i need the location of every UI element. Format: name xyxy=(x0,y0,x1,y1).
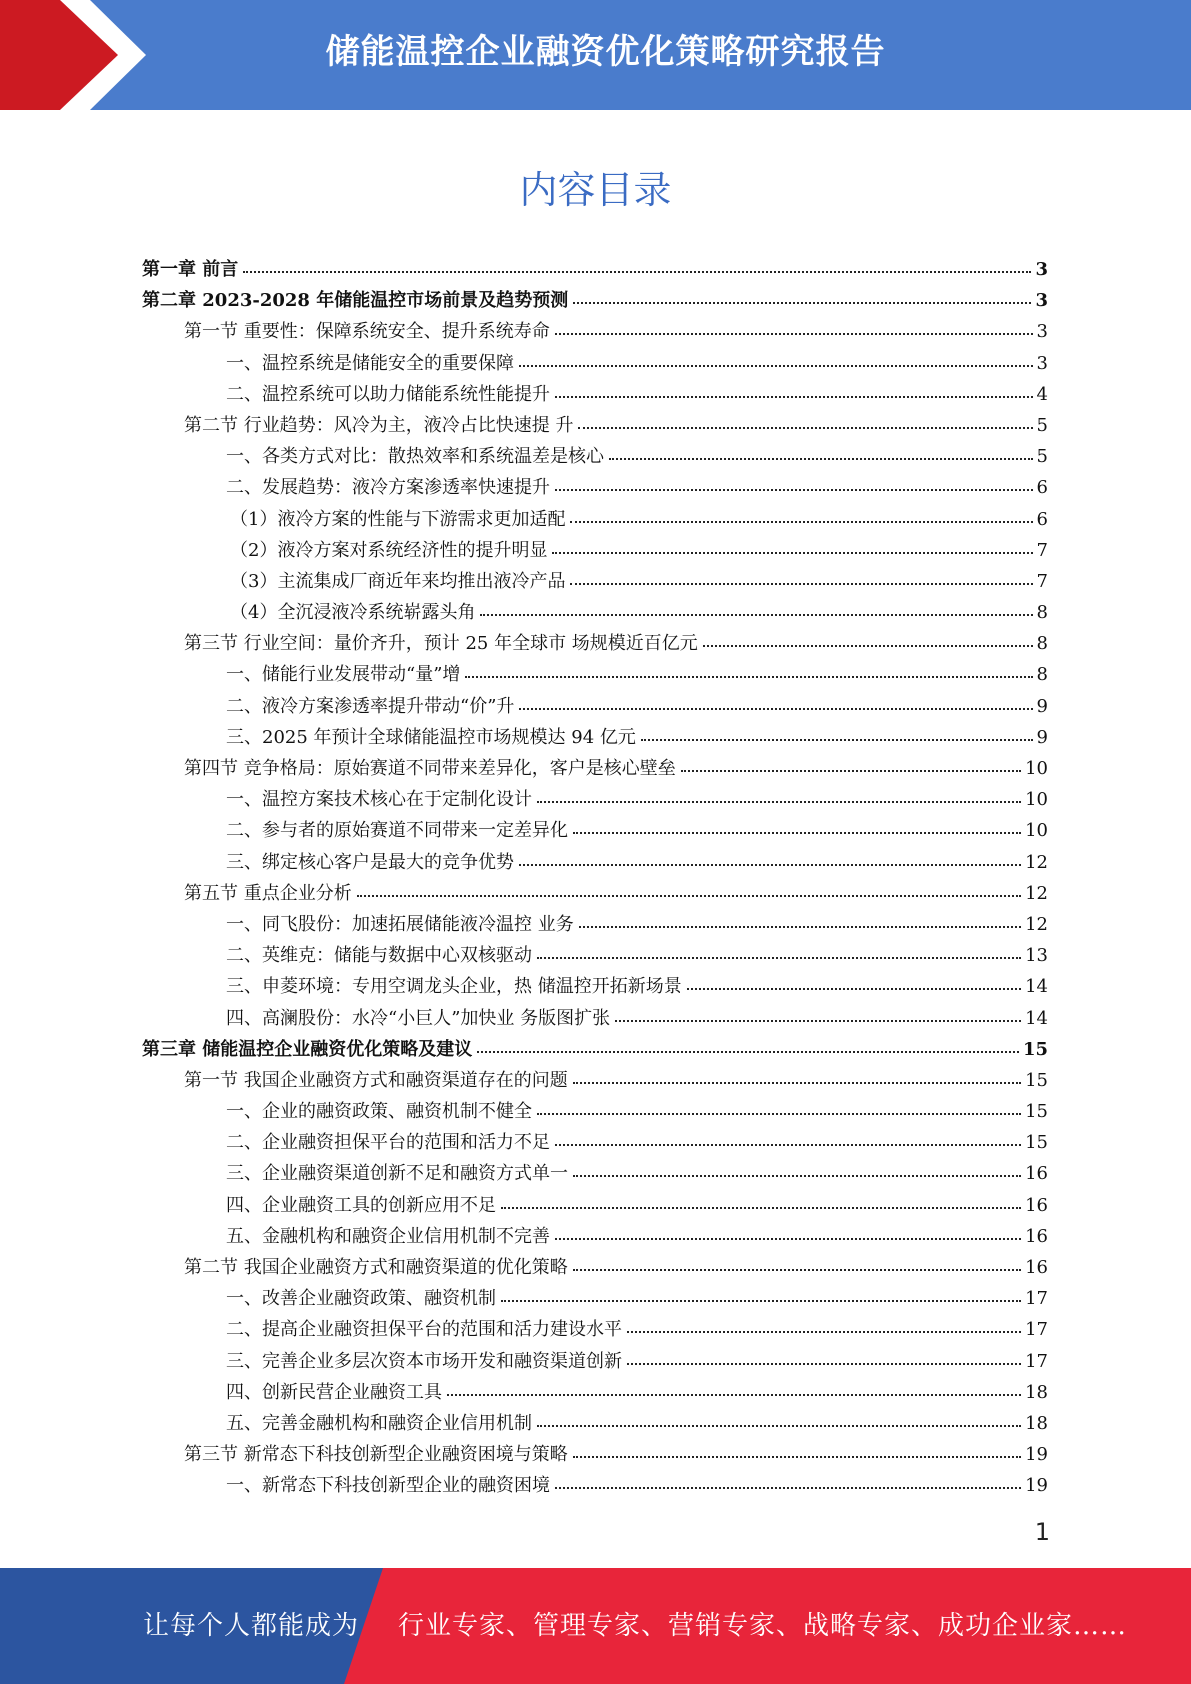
toc-section-entry[interactable] xyxy=(142,1065,1048,1096)
toc-subsection-entry[interactable] xyxy=(142,472,1048,503)
toc-dot-leader xyxy=(573,1452,1021,1458)
toc-entry-title: 一、各类方式对比：散热效率和系统温差是核心 xyxy=(226,446,604,468)
toc-dot-leader xyxy=(573,1078,1021,1084)
toc-dot-leader xyxy=(480,610,1032,616)
toc-entry-page: 19 xyxy=(1025,1444,1048,1466)
toc-entry-title: 二、发展趋势：液冷方案渗透率快速提升 xyxy=(226,477,550,499)
toc-entry-page: 16 xyxy=(1025,1225,1048,1247)
toc-subsection-entry[interactable] xyxy=(142,1408,1048,1439)
toc-dot-leader xyxy=(447,1390,1021,1396)
toc-entry-page: 18 xyxy=(1025,1381,1048,1403)
toc-dot-leader xyxy=(681,766,1021,772)
toc-entry-title: （4）全沉浸液冷系统崭露头角 xyxy=(230,602,476,624)
toc-dot-leader xyxy=(570,579,1032,585)
footer-slogan-left: 让每个人都能成为 xyxy=(143,1611,360,1641)
toc-dot-leader xyxy=(243,267,1031,273)
toc-subsection-entry[interactable] xyxy=(142,1314,1048,1345)
toc-entry-title: 第三章 储能温控企业融资优化策略及建议 xyxy=(142,1038,473,1060)
toc-section-entry[interactable] xyxy=(142,316,1048,347)
toc-subsection-entry[interactable] xyxy=(142,1127,1048,1158)
toc-entry-title: 一、企业的融资政策、融资机制不健全 xyxy=(226,1101,532,1123)
page-footer-banner xyxy=(0,1568,1191,1684)
toc-entry-page: 4 xyxy=(1036,383,1048,405)
toc-entry-page: 16 xyxy=(1025,1194,1048,1216)
toc-entry-page: 17 xyxy=(1025,1319,1048,1341)
toc-chapter-entry[interactable] xyxy=(142,254,1048,285)
toc-dot-leader xyxy=(555,329,1033,335)
toc-entry-page: 12 xyxy=(1025,851,1048,873)
toc-entry-title: 三、完善企业多层次资本市场开发和融资渠道创新 xyxy=(226,1350,622,1372)
toc-entry-page: 10 xyxy=(1025,820,1048,842)
toc-entry-page: 6 xyxy=(1036,508,1048,530)
toc-dot-leader xyxy=(555,485,1033,491)
toc-entry-title: 一、温控方案技术核心在于定制化设计 xyxy=(226,789,532,811)
toc-dot-leader xyxy=(555,1483,1021,1489)
toc-entry-title: 第二章 2023-2028 年储能温控市场前景及趋势预测 xyxy=(142,290,569,312)
toc-dot-leader xyxy=(555,1140,1021,1146)
toc-entry-title: 一、储能行业发展带动“量”增 xyxy=(226,664,461,686)
toc-entry-title: 三、申菱环境：专用空调龙头企业，热 储温控开拓新场景 xyxy=(226,976,682,998)
toc-dot-leader xyxy=(570,517,1032,523)
toc-subsection-entry[interactable] xyxy=(142,1003,1048,1034)
page-number: 1 xyxy=(1034,1518,1050,1546)
toc-entry-title: 第四节 竞争格局：原始赛道不同带来差异化，客户是核心壁垒 xyxy=(184,758,676,779)
toc-subsection-entry[interactable] xyxy=(142,815,1048,846)
toc-subsection-entry[interactable] xyxy=(142,1377,1048,1408)
toc-entry-page: 12 xyxy=(1025,913,1048,935)
toc-dot-leader xyxy=(537,1421,1021,1427)
toc-entry-title: 一、同飞股份：加速拓展储能液冷温控 业务 xyxy=(226,913,574,935)
document-title: 储能温控企业融资优化策略研究报告 xyxy=(325,32,886,72)
page-header-banner xyxy=(0,0,1191,110)
toc-heading: 内容目录 xyxy=(519,168,672,212)
toc-entry-page: 3 xyxy=(1035,290,1048,312)
toc-dot-leader xyxy=(579,922,1021,928)
toc-dot-leader xyxy=(615,1016,1021,1022)
table-of-contents xyxy=(142,254,1048,1502)
toc-subsection-entry[interactable] xyxy=(142,1346,1048,1377)
toc-entry-title: 第三节 新常态下科技创新型企业融资困境与策略 xyxy=(184,1444,568,1466)
toc-entry-page: 15 xyxy=(1025,1101,1048,1123)
toc-dot-leader xyxy=(465,672,1032,678)
toc-dot-leader xyxy=(519,361,1033,367)
toc-section-entry[interactable] xyxy=(142,878,1048,909)
toc-dot-leader xyxy=(537,797,1021,803)
toc-section-entry[interactable] xyxy=(142,753,1048,784)
toc-entry-page: 8 xyxy=(1036,633,1048,655)
toc-entry-title: 三、企业融资渠道创新不足和融资方式单一 xyxy=(226,1163,568,1185)
toc-dot-leader xyxy=(573,1265,1021,1271)
toc-entry-page: 16 xyxy=(1025,1257,1048,1278)
toc-entry-title: 一、新常态下科技创新型企业的融资困境 xyxy=(226,1475,550,1497)
toc-entry-title: 二、企业融资担保平台的范围和活力不足 xyxy=(226,1132,550,1154)
toc-dot-leader xyxy=(627,1327,1021,1333)
toc-entry-title: 二、温控系统可以助力储能系统性能提升 xyxy=(226,383,550,405)
toc-entry-page: 3 xyxy=(1035,259,1048,280)
toc-dot-leader xyxy=(501,1203,1021,1209)
toc-entry-title: 第一节 重要性：保障系统安全、提升系统寿命 xyxy=(184,321,550,343)
toc-dot-leader xyxy=(609,454,1033,460)
toc-chapter-entry[interactable] xyxy=(142,1034,1048,1065)
toc-entry-title: 五、金融机构和融资企业信用机制不完善 xyxy=(226,1225,550,1247)
toc-entry-title: 四、高澜股份：水冷“小巨人”加快业 务版图扩张 xyxy=(226,1007,611,1029)
toc-dot-leader xyxy=(537,953,1021,959)
toc-entry-title: 一、改善企业融资政策、融资机制 xyxy=(226,1288,496,1310)
toc-entry-page: 9 xyxy=(1036,695,1048,717)
toc-subsection-entry[interactable] xyxy=(142,379,1048,410)
toc-subsection-entry[interactable] xyxy=(142,659,1048,690)
toc-subsection-entry[interactable] xyxy=(142,971,1048,1002)
toc-entry-title: 第五节 重点企业分析 xyxy=(184,882,352,904)
toc-entry-page: 3 xyxy=(1036,352,1048,374)
toc-entry-page: 14 xyxy=(1025,976,1048,998)
toc-chapter-entry[interactable] xyxy=(142,285,1048,316)
toc-dot-leader xyxy=(627,1359,1021,1365)
toc-dot-leader xyxy=(573,1171,1021,1177)
toc-entry-title: 三、绑定核心客户是最大的竞争优势 xyxy=(226,851,514,873)
toc-entry-title: 四、企业融资工具的创新应用不足 xyxy=(226,1194,496,1216)
toc-entry-page: 8 xyxy=(1036,664,1048,686)
toc-dot-leader xyxy=(573,298,1031,304)
toc-entry-title: 一、温控系统是储能安全的重要保障 xyxy=(226,352,514,374)
toc-entry-page: 9 xyxy=(1036,726,1048,748)
toc-entry-title: 第一章 前言 xyxy=(142,259,239,280)
toc-entry-title: 三、2025 年预计全球储能温控市场规模达 94 亿元 xyxy=(226,726,636,748)
toc-entry-page: 15 xyxy=(1022,1038,1048,1060)
toc-entry-page: 3 xyxy=(1036,321,1048,343)
toc-dot-leader xyxy=(703,641,1033,647)
toc-entry-page: 7 xyxy=(1036,539,1048,561)
toc-subsection-entry[interactable] xyxy=(142,784,1048,815)
toc-entry-page: 5 xyxy=(1036,414,1048,436)
toc-entry-title: （1）液冷方案的性能与下游需求更加适配 xyxy=(230,508,566,530)
toc-entry-title: 第三节 行业空间：量价齐升，预计 25 年全球市 场规模近百亿元 xyxy=(184,633,698,655)
toc-subsection-entry[interactable] xyxy=(142,940,1048,971)
toc-entry-page: 19 xyxy=(1025,1475,1048,1497)
toc-entry-page: 6 xyxy=(1036,477,1048,499)
toc-dot-leader xyxy=(687,984,1021,990)
toc-entry-title: 二、液冷方案渗透率提升带动“价”升 xyxy=(226,695,515,717)
toc-subsection-entry[interactable] xyxy=(142,441,1048,472)
toc-subsection-entry[interactable] xyxy=(142,1221,1048,1252)
toc-entry-page: 15 xyxy=(1025,1069,1048,1091)
toc-entry-page: 18 xyxy=(1025,1412,1048,1434)
toc-entry-title: 第二节 行业趋势：风冷为主，液冷占比快速提 升 xyxy=(184,414,574,436)
toc-dot-leader xyxy=(477,1047,1019,1053)
toc-dot-leader xyxy=(501,1296,1021,1302)
toc-entry-title: 第一节 我国企业融资方式和融资渠道存在的问题 xyxy=(184,1069,568,1091)
toc-section-entry[interactable] xyxy=(142,1252,1048,1283)
toc-subsection-entry[interactable] xyxy=(142,909,1048,940)
toc-entry-page: 17 xyxy=(1025,1350,1048,1372)
toc-subsection-entry[interactable] xyxy=(142,1283,1048,1314)
toc-entry-title: （3）主流集成厂商近年来均推出液冷产品 xyxy=(230,570,566,592)
toc-subsection-entry[interactable] xyxy=(142,847,1048,878)
toc-dot-leader xyxy=(641,735,1033,741)
toc-entry-page: 12 xyxy=(1025,882,1048,904)
toc-entry-title: 四、创新民营企业融资工具 xyxy=(226,1381,442,1403)
toc-subsection-entry[interactable] xyxy=(142,1470,1048,1501)
toc-entry-page: 13 xyxy=(1025,945,1048,967)
toc-entry-page: 7 xyxy=(1036,570,1048,592)
toc-dot-leader xyxy=(555,392,1033,398)
toc-dot-leader xyxy=(555,1234,1021,1240)
toc-entry-title: 第二节 我国企业融资方式和融资渠道的优化策略 xyxy=(184,1257,568,1278)
toc-dot-leader xyxy=(537,1109,1021,1115)
toc-subsection-entry[interactable] xyxy=(142,1190,1048,1221)
toc-entry-page: 8 xyxy=(1036,602,1048,624)
toc-entry-page: 17 xyxy=(1025,1288,1048,1310)
toc-subsection-entry[interactable] xyxy=(142,722,1048,753)
toc-entry-page: 15 xyxy=(1025,1132,1048,1154)
toc-dot-leader xyxy=(519,704,1032,710)
footer-slogan-right: 行业专家、管理专家、营销专家、战略专家、成功企业家…… xyxy=(398,1611,1128,1641)
toc-entry-title: 二、提高企业融资担保平台的范围和活力建设水平 xyxy=(226,1319,622,1341)
toc-dot-leader xyxy=(552,548,1032,554)
toc-subsection-entry[interactable] xyxy=(142,1158,1048,1189)
toc-dot-leader xyxy=(578,423,1032,429)
toc-entry-page: 10 xyxy=(1025,758,1048,779)
toc-dot-leader xyxy=(519,860,1021,866)
toc-subsection-entry[interactable] xyxy=(142,566,1048,597)
toc-entry-page: 16 xyxy=(1025,1163,1048,1185)
toc-section-entry[interactable] xyxy=(142,1439,1048,1470)
toc-dot-leader xyxy=(357,891,1021,897)
toc-subsection-entry[interactable] xyxy=(142,535,1048,566)
toc-subsection-entry[interactable] xyxy=(142,348,1048,379)
toc-section-entry[interactable] xyxy=(142,628,1048,659)
toc-dot-leader xyxy=(573,828,1021,834)
toc-subsection-entry[interactable] xyxy=(142,691,1048,722)
toc-subsection-entry[interactable] xyxy=(142,504,1048,535)
toc-section-entry[interactable] xyxy=(142,410,1048,441)
toc-entry-title: 五、完善金融机构和融资企业信用机制 xyxy=(226,1412,532,1434)
toc-entry-title: （2）液冷方案对系统经济性的提升明显 xyxy=(230,539,548,561)
toc-entry-title: 二、参与者的原始赛道不同带来一定差异化 xyxy=(226,820,568,842)
toc-subsection-entry[interactable] xyxy=(142,1096,1048,1127)
toc-entry-page: 5 xyxy=(1036,446,1048,468)
toc-subsection-entry[interactable] xyxy=(142,597,1048,628)
toc-entry-page: 10 xyxy=(1025,789,1048,811)
toc-entry-page: 14 xyxy=(1025,1007,1048,1029)
toc-entry-title: 二、英维克：储能与数据中心双核驱动 xyxy=(226,945,532,967)
